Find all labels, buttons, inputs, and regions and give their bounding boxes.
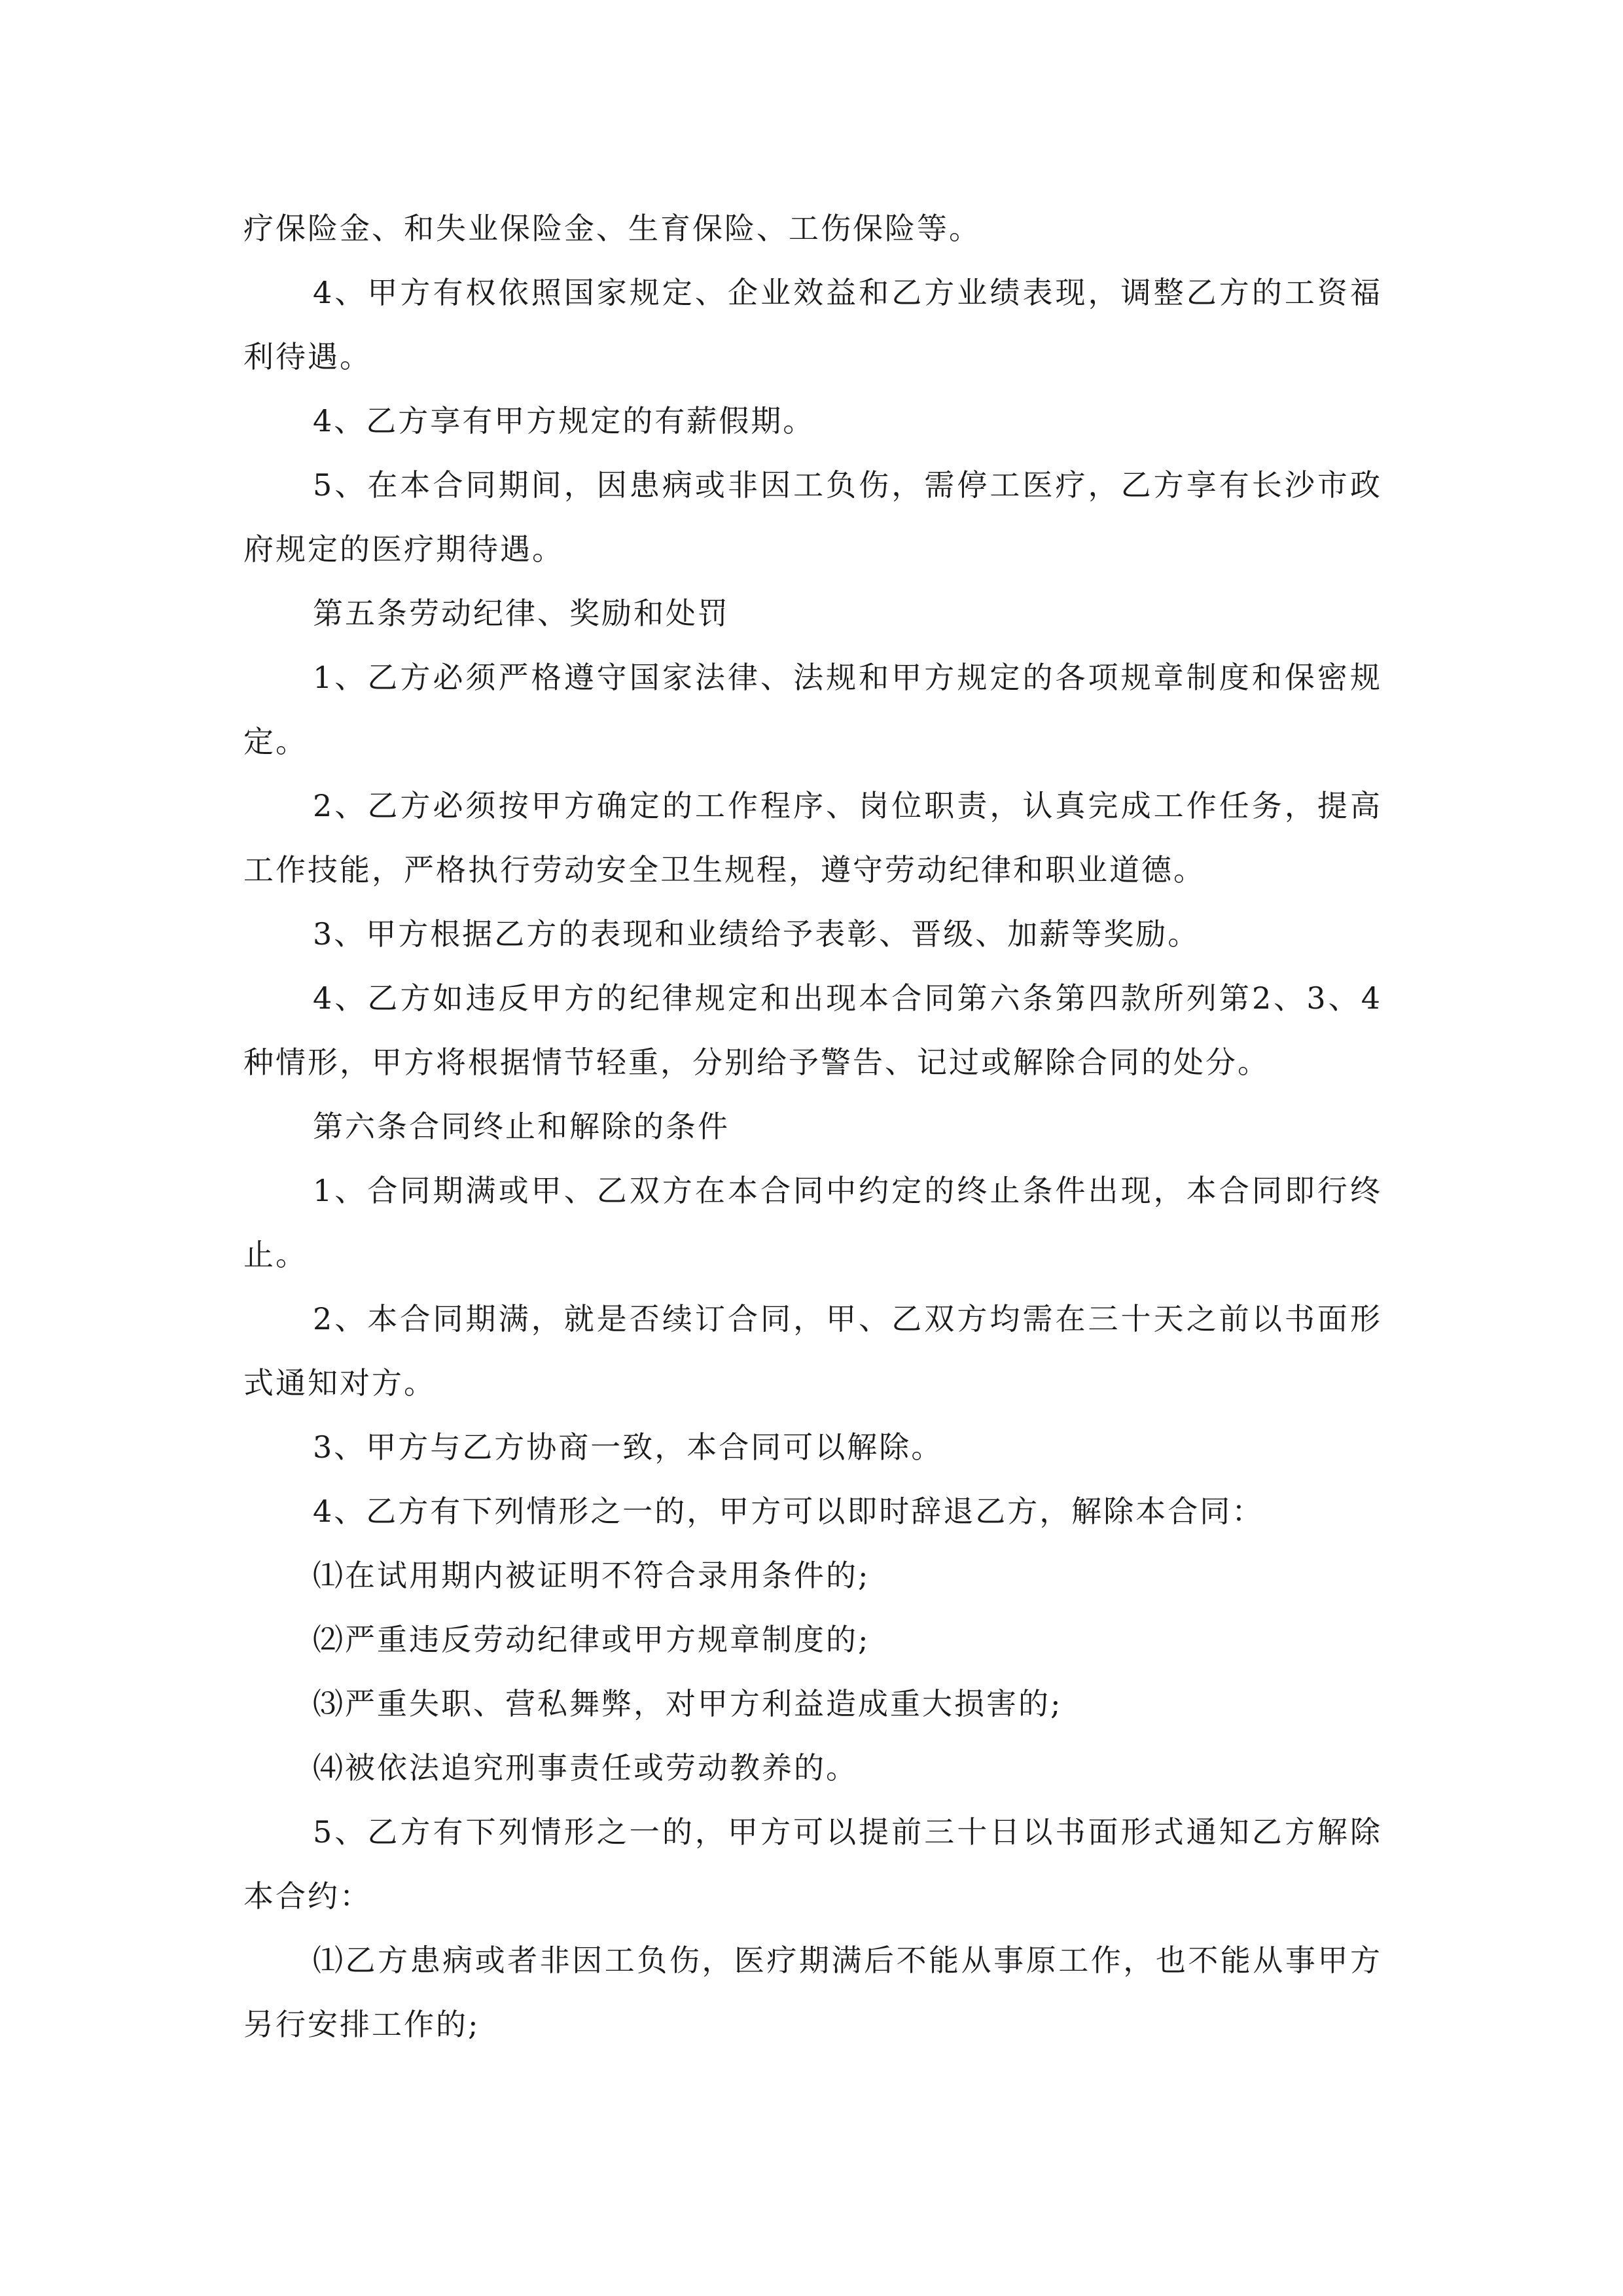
paragraph: 5、在本合同期间，因患病或非因工负伤，需停工医疗，乙方享有长沙市政府规定的医疗期待遇。	[243, 467, 1382, 567]
paragraph: 4、甲方有权依照国家规定、企业效益和乙方业绩表现，调整乙方的工资福利待遇。	[243, 275, 1382, 374]
paragraph: 4、乙方享有甲方规定的有薪假期。	[313, 403, 815, 439]
paragraph: 1、合同期满或甲、乙双方在本合同中约定的终止条件出现，本合同即行终止。	[243, 1173, 1382, 1272]
paragraph: 1、乙方必须严格遵守国家法律、法规和甲方规定的各项规章制度和保密规定。	[243, 660, 1382, 759]
paragraph: 4、乙方如违反甲方的纪律规定和出现本合同第六条第四款所列第2、3、4种情形，甲方将根据情节轻重，分别给予警告、记过或解除合同的处分。	[243, 980, 1382, 1080]
paragraph: 2、乙方必须按甲方确定的工作程序、岗位职责，认真完成工作任务，提高工作技能，严格执行劳动安全卫生规程，遵守劳动纪律和职业道德。	[243, 788, 1382, 888]
paragraph: 4、乙方有下列情形之一的，甲方可以即时辞退乙方，解除本合同：	[313, 1494, 1264, 1529]
list-item: ⑴在试用期内被证明不符合录用条件的;	[313, 1558, 870, 1593]
paragraph: 疗保险金、和失业保险金、生育保险、工伤保险等。	[243, 211, 981, 246]
list-item: ⑶严重失职、营私舞弊，对甲方利益造成重大损害的;	[313, 1686, 1063, 1721]
document-body	[243, 196, 1382, 2056]
paragraph: 3、甲方根据乙方的表现和业绩给予表彰、晋级、加薪等奖励。	[313, 916, 1200, 952]
paragraph: 5、乙方有下列情形之一的，甲方可以提前三十日以书面形式通知乙方解除本合约：	[243, 1814, 1382, 1914]
paragraph: 2、本合同期满，就是否续订合同，甲、乙双方均需在三十天之前以书面形式通知对方。	[243, 1301, 1382, 1401]
list-item: ⑵严重违反劳动纪律或甲方规章制度的;	[313, 1622, 870, 1657]
paragraph: 3、甲方与乙方协商一致，本合同可以解除。	[313, 1429, 944, 1465]
section-heading: 第五条劳动纪律、奖励和处罚	[313, 596, 730, 631]
list-item: ⑴乙方患病或者非因工负伤，医疗期满后不能从事原工作，也不能从事甲方另行安排工作的;	[243, 1943, 1382, 2042]
list-item: ⑷被依法追究刑事责任或劳动教养的。	[313, 1750, 858, 1785]
section-heading: 第六条合同终止和解除的条件	[313, 1109, 730, 1144]
